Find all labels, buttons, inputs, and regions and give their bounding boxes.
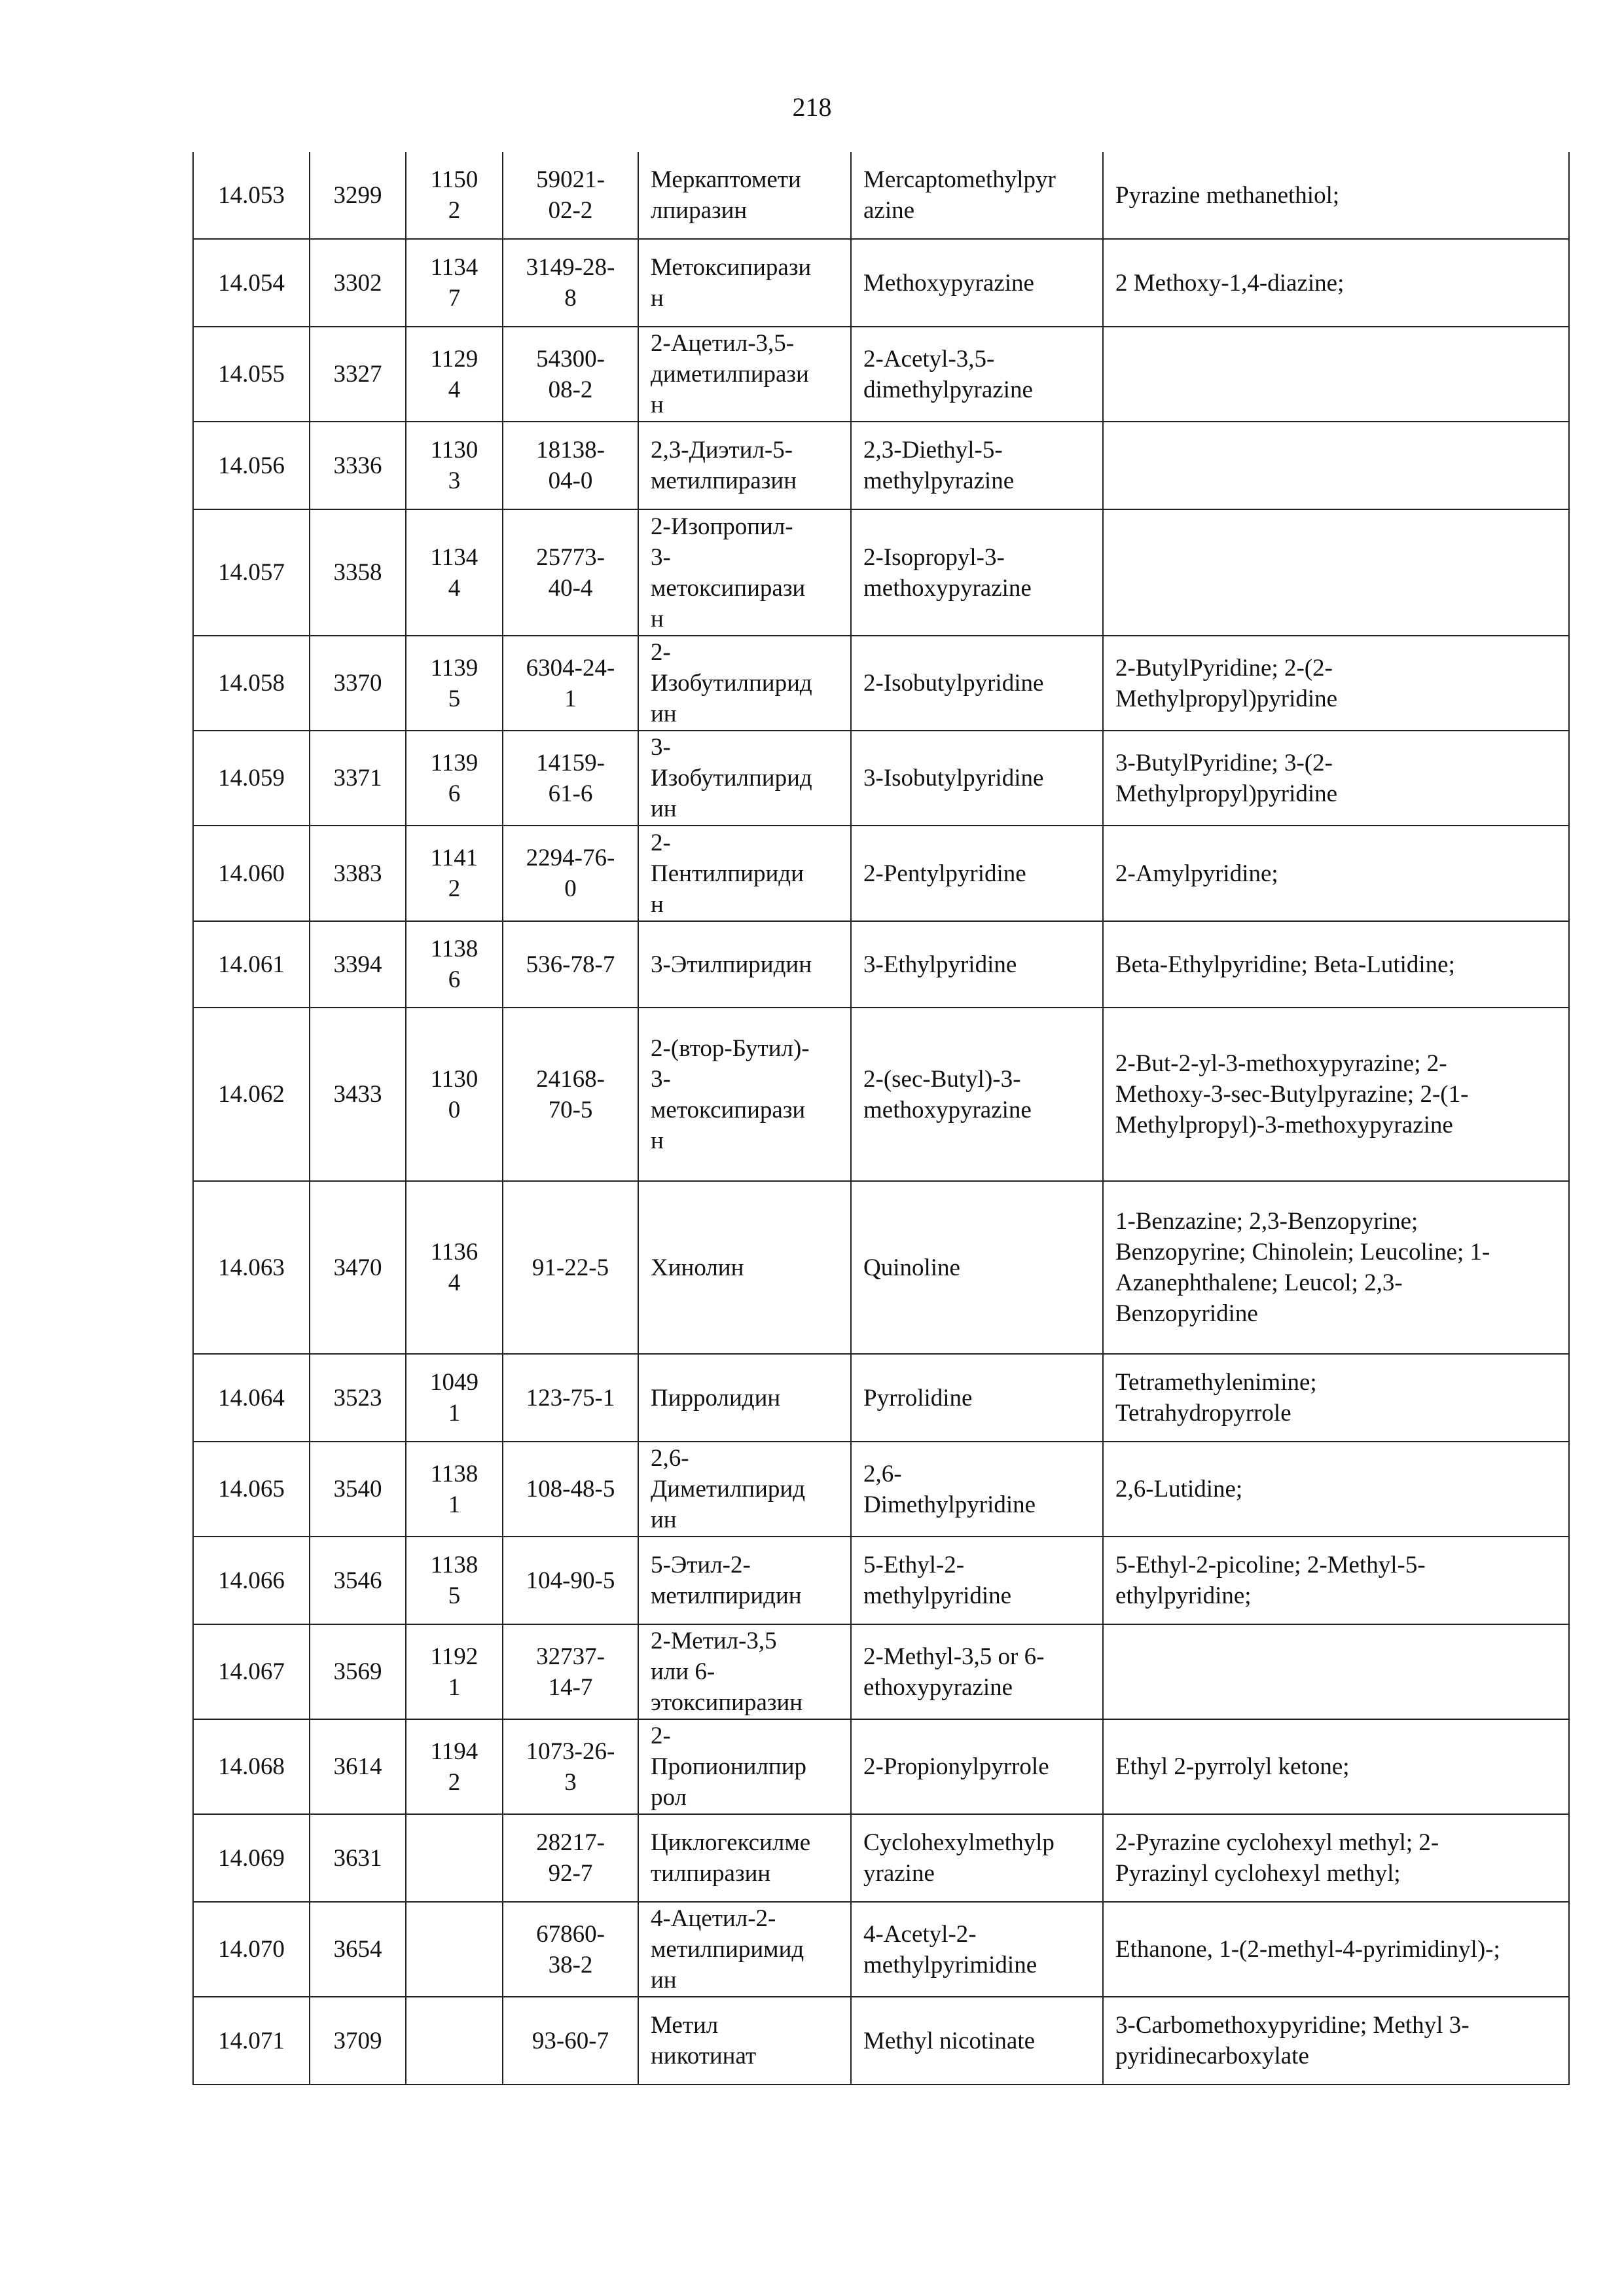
cas-number-cell: 6304-24- 1: [503, 636, 638, 731]
table-row: [193, 152, 1569, 239]
fl-number-cell: 14.054: [193, 239, 310, 327]
cas-number-cell: 123-75-1: [503, 1354, 638, 1442]
russian-name-cell: Пирролидин: [638, 1354, 851, 1442]
synonyms-cell: Tetramethylenimine; Tetrahydropyrrole: [1103, 1354, 1569, 1442]
cas-number-cell: 93-60-7: [503, 1997, 638, 2085]
cas-number-cell: 28217- 92-7: [503, 1814, 638, 1902]
cas-number-cell: 104-90-5: [503, 1537, 638, 1624]
cas-number-cell: 18138- 04-0: [503, 422, 638, 509]
table-row: [193, 509, 1569, 636]
synonyms-cell: [1103, 1624, 1569, 1719]
coe-number-cell: [406, 1814, 503, 1902]
fema-number-cell: 3302: [310, 239, 406, 327]
cas-number-cell: 1073-26- 3: [503, 1719, 638, 1814]
coe-number-cell: 1192 1: [406, 1624, 503, 1719]
table-row: [193, 1624, 1569, 1719]
table-row: [193, 1719, 1569, 1814]
cas-number-cell: 91-22-5: [503, 1181, 638, 1354]
coe-number-cell: 1150 2: [406, 152, 503, 239]
russian-name-cell: Циклогексилме тилпиразин: [638, 1814, 851, 1902]
coe-number-cell: 1134 7: [406, 239, 503, 327]
synonyms-cell: Beta-Ethylpyridine; Beta-Lutidine;: [1103, 921, 1569, 1008]
synonyms-cell: Ethyl 2-pyrrolyl ketone;: [1103, 1719, 1569, 1814]
fema-number-cell: 3523: [310, 1354, 406, 1442]
fl-number-cell: 14.055: [193, 327, 310, 422]
synonyms-cell: 2-But-2-yl-3-methoxypyrazine; 2- Methoxy-3-sec-Butylpyrazine; 2-(1- Methylpropyl)-3-methoxypyrazine: [1103, 1008, 1569, 1181]
russian-name-cell: Меркаптомети лпиразин: [638, 152, 851, 239]
russian-name-cell: 4-Ацетил-2- метилпиримид ин: [638, 1902, 851, 1997]
russian-name-cell: 2- Пропионилпир рол: [638, 1719, 851, 1814]
russian-name-cell: 2-Изопропил- 3- метоксипирази н: [638, 509, 851, 636]
fema-number-cell: 3614: [310, 1719, 406, 1814]
fl-number-cell: 14.065: [193, 1442, 310, 1537]
russian-name-cell: 2-Ацетил-3,5- диметилпирази н: [638, 327, 851, 422]
cas-number-cell: 108-48-5: [503, 1442, 638, 1537]
fl-number-cell: 14.064: [193, 1354, 310, 1442]
english-name-cell: 4-Acetyl-2- methylpyrimidine: [851, 1902, 1103, 1997]
coe-number-cell: [406, 1997, 503, 2085]
coe-number-cell: 1130 0: [406, 1008, 503, 1181]
english-name-cell: 2,6- Dimethylpyridine: [851, 1442, 1103, 1537]
fl-number-cell: 14.058: [193, 636, 310, 731]
russian-name-cell: Метоксипирази н: [638, 239, 851, 327]
synonyms-cell: [1103, 509, 1569, 636]
synonyms-cell: Pyrazine methanethiol;: [1103, 152, 1569, 239]
fema-number-cell: 3631: [310, 1814, 406, 1902]
fl-number-cell: 14.066: [193, 1537, 310, 1624]
russian-name-cell: Хинолин: [638, 1181, 851, 1354]
cas-number-cell: 14159- 61-6: [503, 731, 638, 826]
coe-number-cell: 1139 5: [406, 636, 503, 731]
coe-number-cell: 1136 4: [406, 1181, 503, 1354]
table-row: [193, 327, 1569, 422]
english-name-cell: 3-Ethylpyridine: [851, 921, 1103, 1008]
russian-name-cell: 2,3-Диэтил-5- метилпиразин: [638, 422, 851, 509]
fema-number-cell: 3546: [310, 1537, 406, 1624]
fl-number-cell: 14.069: [193, 1814, 310, 1902]
coe-number-cell: 1049 1: [406, 1354, 503, 1442]
fema-number-cell: 3358: [310, 509, 406, 636]
fl-number-cell: 14.068: [193, 1719, 310, 1814]
fl-number-cell: 14.053: [193, 152, 310, 239]
english-name-cell: 2-Acetyl-3,5- dimethylpyrazine: [851, 327, 1103, 422]
table-row: [193, 422, 1569, 509]
fema-number-cell: 3433: [310, 1008, 406, 1181]
table-row: [193, 1902, 1569, 1997]
fema-number-cell: 3299: [310, 152, 406, 239]
coe-number-cell: 1138 5: [406, 1537, 503, 1624]
synonyms-cell: 3-ButylPyridine; 3-(2- Methylpropyl)pyridine: [1103, 731, 1569, 826]
russian-name-cell: 3-Этилпиридин: [638, 921, 851, 1008]
table-row: [193, 731, 1569, 826]
table-row: [193, 1008, 1569, 1181]
fema-number-cell: 3394: [310, 921, 406, 1008]
fl-number-cell: 14.057: [193, 509, 310, 636]
table-row: [193, 239, 1569, 327]
synonyms-cell: Ethanone, 1-(2-methyl-4-pyrimidinyl)-;: [1103, 1902, 1569, 1997]
synonyms-cell: 1-Benzazine; 2,3-Benzopyrine; Benzopyrine; Chinolein; Leucoline; 1- Azanephthalene; Leucol; 2,3- Benzopyridine: [1103, 1181, 1569, 1354]
cas-number-cell: 54300- 08-2: [503, 327, 638, 422]
fl-number-cell: 14.059: [193, 731, 310, 826]
cas-number-cell: 3149-28- 8: [503, 239, 638, 327]
fl-number-cell: 14.056: [193, 422, 310, 509]
english-name-cell: 3-Isobutylpyridine: [851, 731, 1103, 826]
coe-number-cell: 1194 2: [406, 1719, 503, 1814]
fl-number-cell: 14.071: [193, 1997, 310, 2085]
cas-number-cell: 2294-76- 0: [503, 826, 638, 921]
english-name-cell: 2-Methyl-3,5 or 6- ethoxypyrazine: [851, 1624, 1103, 1719]
table-row: [193, 826, 1569, 921]
cas-number-cell: 536-78-7: [503, 921, 638, 1008]
russian-name-cell: 2- Изобутилпирид ин: [638, 636, 851, 731]
table-row: [193, 1354, 1569, 1442]
coe-number-cell: 1141 2: [406, 826, 503, 921]
table-row: [193, 1181, 1569, 1354]
table-row: [193, 1814, 1569, 1902]
cas-number-cell: 32737- 14-7: [503, 1624, 638, 1719]
russian-name-cell: 2- Пентилпириди н: [638, 826, 851, 921]
table-row: [193, 921, 1569, 1008]
russian-name-cell: 2,6- Диметилпирид ин: [638, 1442, 851, 1537]
table-row: [193, 1997, 1569, 2085]
english-name-cell: 2-(sec-Butyl)-3- methoxypyrazine: [851, 1008, 1103, 1181]
fl-number-cell: 14.070: [193, 1902, 310, 1997]
table-body: [193, 152, 1569, 2085]
fema-number-cell: 3654: [310, 1902, 406, 1997]
synonyms-cell: 2 Methoxy-1,4-diazine;: [1103, 239, 1569, 327]
english-name-cell: Methoxypyrazine: [851, 239, 1103, 327]
synonyms-cell: 3-Carbomethoxypyridine; Methyl 3- pyridinecarboxylate: [1103, 1997, 1569, 2085]
cas-number-cell: 25773- 40-4: [503, 509, 638, 636]
synonyms-cell: [1103, 422, 1569, 509]
synonyms-cell: 5-Ethyl-2-picoline; 2-Methyl-5- ethylpyridine;: [1103, 1537, 1569, 1624]
coe-number-cell: 1130 3: [406, 422, 503, 509]
table-row: [193, 636, 1569, 731]
fema-number-cell: 3370: [310, 636, 406, 731]
fl-number-cell: 14.061: [193, 921, 310, 1008]
synonyms-cell: 2,6-Lutidine;: [1103, 1442, 1569, 1537]
page-number: 218: [792, 92, 832, 122]
russian-name-cell: 5-Этил-2- метилпиридин: [638, 1537, 851, 1624]
cas-number-cell: 24168- 70-5: [503, 1008, 638, 1181]
english-name-cell: Pyrrolidine: [851, 1354, 1103, 1442]
table-row: [193, 1442, 1569, 1537]
english-name-cell: Cyclohexylmethylp yrazine: [851, 1814, 1103, 1902]
fl-number-cell: 14.062: [193, 1008, 310, 1181]
english-name-cell: Methyl nicotinate: [851, 1997, 1103, 2085]
russian-name-cell: Метил никотинат: [638, 1997, 851, 2085]
coe-number-cell: 1139 6: [406, 731, 503, 826]
coe-number-cell: 1129 4: [406, 327, 503, 422]
fema-number-cell: 3336: [310, 422, 406, 509]
fema-number-cell: 3569: [310, 1624, 406, 1719]
flavouring-substances-table: [192, 152, 1568, 2085]
synonyms-cell: 2-Amylpyridine;: [1103, 826, 1569, 921]
synonyms-cell: [1103, 327, 1569, 422]
english-name-cell: 2-Isopropyl-3- methoxypyrazine: [851, 509, 1103, 636]
english-name-cell: 2-Pentylpyridine: [851, 826, 1103, 921]
fema-number-cell: 3327: [310, 327, 406, 422]
fl-number-cell: 14.060: [193, 826, 310, 921]
russian-name-cell: 2-Метил-3,5 или 6- этоксипиразин: [638, 1624, 851, 1719]
fema-number-cell: 3383: [310, 826, 406, 921]
english-name-cell: 2-Isobutylpyridine: [851, 636, 1103, 731]
fl-number-cell: 14.063: [193, 1181, 310, 1354]
synonyms-cell: 2-Pyrazine cyclohexyl methyl; 2- Pyrazinyl cyclohexyl methyl;: [1103, 1814, 1569, 1902]
synonyms-cell: 2-ButylPyridine; 2-(2- Methylpropyl)pyridine: [1103, 636, 1569, 731]
fema-number-cell: 3709: [310, 1997, 406, 2085]
english-name-cell: 5-Ethyl-2- methylpyridine: [851, 1537, 1103, 1624]
fl-number-cell: 14.067: [193, 1624, 310, 1719]
coe-number-cell: [406, 1902, 503, 1997]
coe-number-cell: 1138 6: [406, 921, 503, 1008]
table-row: [193, 1537, 1569, 1624]
fema-number-cell: 3470: [310, 1181, 406, 1354]
cas-number-cell: 59021- 02-2: [503, 152, 638, 239]
cas-number-cell: 67860- 38-2: [503, 1902, 638, 1997]
english-name-cell: Mercaptomethylpyr azine: [851, 152, 1103, 239]
english-name-cell: 2,3-Diethyl-5- methylpyrazine: [851, 422, 1103, 509]
russian-name-cell: 2-(втор-Бутил)- 3- метоксипирази н: [638, 1008, 851, 1181]
english-name-cell: 2-Propionylpyrrole: [851, 1719, 1103, 1814]
fema-number-cell: 3371: [310, 731, 406, 826]
english-name-cell: Quinoline: [851, 1181, 1103, 1354]
coe-number-cell: 1134 4: [406, 509, 503, 636]
fema-number-cell: 3540: [310, 1442, 406, 1537]
russian-name-cell: 3- Изобутилпирид ин: [638, 731, 851, 826]
coe-number-cell: 1138 1: [406, 1442, 503, 1537]
